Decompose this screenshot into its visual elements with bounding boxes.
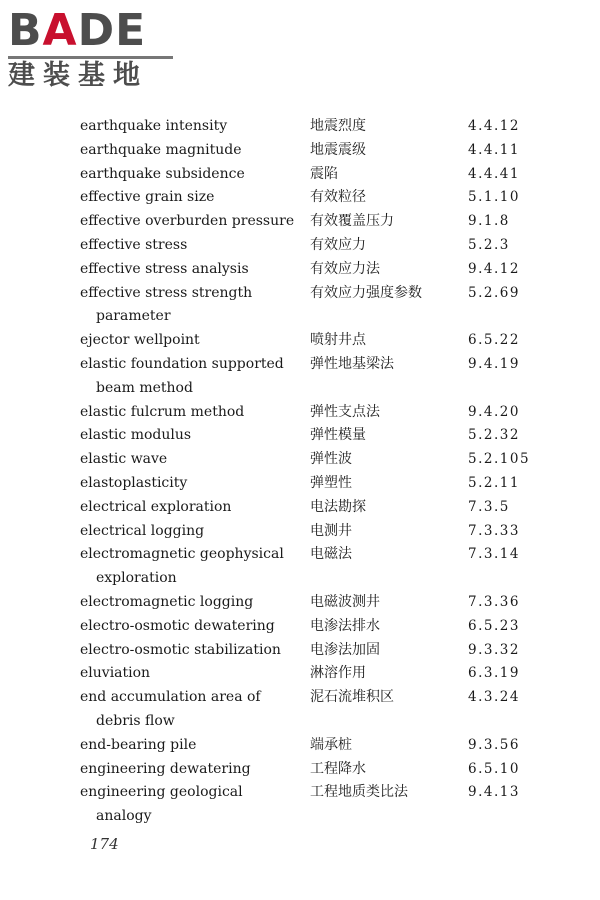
section-code: 9.4.12 [468,260,520,277]
section-code: 5.1.10 [468,189,520,206]
term-en: electrical exploration [80,498,232,515]
section-code: 6.5.23 [468,617,520,634]
term-zh: 地震烈度 [310,118,366,134]
glossary-entry [80,543,550,591]
section-code: 4.4.12 [468,118,520,134]
term-en: elastic modulus [80,427,192,444]
term-en: electro-osmotic dewatering [80,617,275,634]
term-en-continuation: exploration [96,570,177,587]
term-zh: 电磁波测井 [310,593,380,610]
term-en: earthquake intensity [80,118,228,134]
term-en: elastic wave [80,451,168,468]
term-en: electro-osmotic stabilization [80,641,281,658]
glossary-entry [80,401,550,425]
section-code: 5.2.105 [468,451,531,468]
logo-underline [8,56,173,59]
term-zh: 弹性支点法 [310,403,380,420]
glossary-entry [80,496,550,520]
section-code: 5.2.11 [468,474,520,491]
section-code: 6.5.10 [468,760,520,777]
section-code: 9.1.8 [468,213,510,230]
term-en: effective grain size [80,189,215,206]
glossary-entry [80,781,550,829]
term-en: effective stress analysis [80,260,249,277]
section-code: 4.4.41 [468,165,520,182]
term-zh: 弹性波 [310,451,352,468]
term-zh: 电渗法加固 [310,641,380,658]
term-zh: 震陷 [310,165,338,182]
term-zh: 有效粒径 [310,189,366,206]
term-zh: 电法勘探 [310,498,366,515]
section-code: 9.4.20 [468,403,520,420]
term-en: elastic fulcrum method [80,403,245,420]
glossary-entry [80,639,550,663]
term-zh: 弹性模量 [310,427,366,444]
term-zh: 工程降水 [310,760,366,777]
glossary-entry [80,591,550,615]
page-number: 174 [90,835,119,853]
term-en-continuation: parameter [96,308,171,325]
term-zh: 淋溶作用 [310,665,366,682]
term-en: ejector wellpoint [80,332,200,349]
term-en: electromagnetic logging [80,593,254,610]
term-en-continuation: beam method [96,379,193,396]
term-en: electromagnetic geophysical exploration [80,543,300,591]
term-zh: 弹性地基梁法 [310,355,394,372]
glossary-entry [80,234,550,258]
term-zh: 电渗法排水 [310,617,380,634]
glossary-entry [80,520,550,544]
glossary-entry [80,424,550,448]
term-zh: 喷射井点 [310,332,366,349]
glossary-entry [80,210,550,234]
term-zh: 工程地质类比法 [310,784,408,801]
term-en: engineering dewatering [80,760,251,777]
glossary-entry [80,139,550,163]
glossary-entry [80,472,550,496]
section-code: 7.3.14 [468,546,520,563]
term-en: eluviation [80,665,151,682]
glossary-entry [80,615,550,639]
logo-cjk-text: 建装基地 [8,60,148,91]
section-code: 6.3.19 [468,665,520,682]
term-zh: 有效应力强度参数 [310,284,422,301]
glossary-entry [80,186,550,210]
term-zh: 电磁法 [310,546,352,563]
term-zh: 弹塑性 [310,474,352,491]
section-code: 7.3.33 [468,522,520,539]
term-zh: 电测井 [310,522,352,539]
term-en: elastoplasticity [80,474,188,491]
glossary-entry [80,282,550,330]
term-en: earthquake subsidence [80,165,245,182]
term-en: electrical logging [80,522,205,539]
term-zh: 有效覆盖压力 [310,213,394,230]
logo-accent-letter: A [42,5,78,56]
section-code: 5.2.69 [468,284,520,301]
term-zh: 地震震级 [310,141,366,158]
term-en: end-bearing pile [80,736,197,753]
term-en: effective stress [80,236,188,253]
term-en: end accumulation area of debris flow [80,686,300,734]
term-en: elastic foundation supported beam method [80,353,300,401]
section-code: 9.3.32 [468,641,520,658]
glossary-entries [80,115,550,829]
glossary-entry [80,686,550,734]
section-code: 9.3.56 [468,736,520,753]
term-zh: 有效应力法 [310,260,380,277]
glossary-entry [80,353,550,401]
glossary-entry [80,758,550,782]
section-code: 4.4.11 [468,141,520,158]
glossary-entry [80,448,550,472]
glossary-entry [80,662,550,686]
section-code: 5.2.32 [468,427,520,444]
section-code: 9.4.19 [468,355,520,372]
glossary-entry [80,115,550,139]
term-en: effective overburden pressure [80,213,295,230]
term-en-continuation: debris flow [96,712,175,729]
term-en: engineering geological analogy [80,781,300,829]
glossary-entry [80,163,550,187]
section-code: 5.2.3 [468,236,510,253]
term-zh: 端承桩 [310,736,352,753]
term-en: effective stress strength parameter [80,282,300,330]
bade-logo [8,6,183,96]
glossary-entry [80,734,550,758]
section-code: 6.5.22 [468,332,520,349]
glossary-entry [80,329,550,353]
term-en-continuation: analogy [96,808,152,825]
term-zh: 泥石流堆积区 [310,689,394,706]
section-code: 9.4.13 [468,784,520,801]
section-code: 7.3.36 [468,593,520,610]
term-en: earthquake magnitude [80,141,242,158]
section-code: 7.3.5 [468,498,510,515]
term-zh: 有效应力 [310,236,366,253]
section-code: 4.3.24 [468,689,520,706]
logo-wordmark: BADE [8,5,147,56]
glossary-entry [80,258,550,282]
